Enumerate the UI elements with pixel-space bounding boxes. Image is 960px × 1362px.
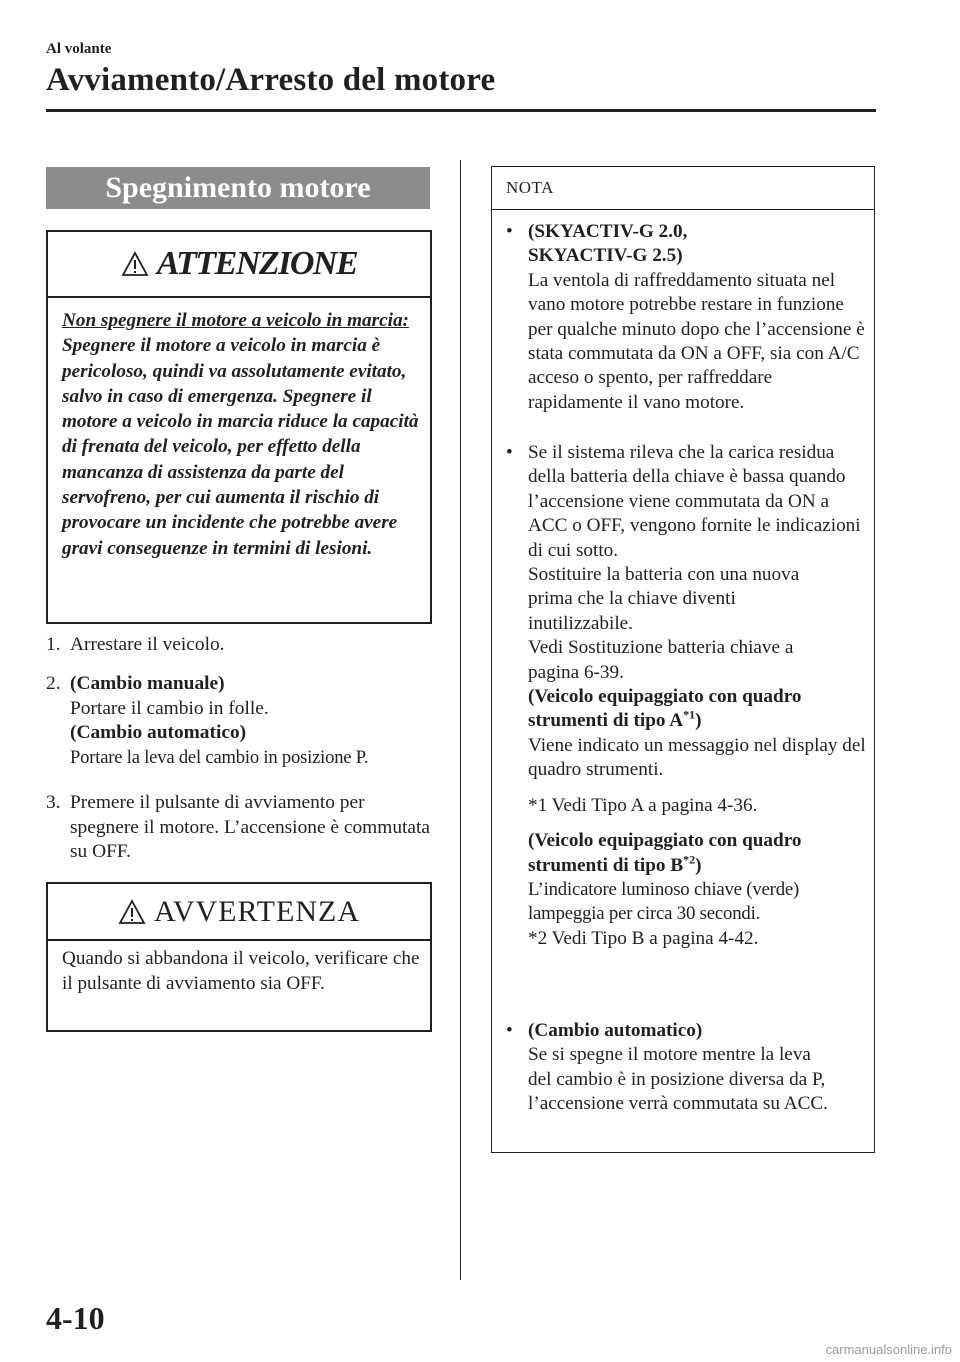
note-title: NOTA bbox=[506, 178, 554, 197]
note-item-label: (Cambio automatico) bbox=[528, 1020, 703, 1041]
step-number: 1. bbox=[46, 634, 61, 655]
caution-title: AVVERTENZA bbox=[154, 894, 360, 928]
section-label: Al volante bbox=[46, 41, 112, 57]
note-item-reference: Vedi Sostituzione batteria chiave a pagina 6-39. bbox=[528, 637, 794, 683]
type-b-text: L’indicatore luminoso chiave (verde) lampeggia per circa 30 secondi. bbox=[528, 878, 800, 925]
section-header: Spegnimento motore bbox=[46, 167, 430, 209]
danger-header bbox=[48, 232, 430, 298]
note-item-label: (SKYACTIV-G 2.0, SKYACTIV-G 2.5) bbox=[528, 221, 688, 267]
manual-text: Portare il cambio in folle. bbox=[70, 697, 269, 719]
note-item-text: La ventola di raffreddamento situata nel vano motore potrebbe restare in funzione per qualche minuto dopo che l’accensione è stata commutata da ON a OFF, sia con A/C acceso o spento, per raffreddare rapidamente il vano motore. bbox=[528, 269, 865, 413]
auto-text: Portare la leva del cambio in posizione P. bbox=[70, 746, 369, 768]
type-a-label: (Veicolo equipaggiato con quadro strumenti di tipo $A^{*1}$) bbox=[528, 686, 802, 732]
caution-box bbox=[46, 882, 432, 1032]
bullet: • bbox=[506, 442, 513, 463]
auto-label: (Cambio automatico) bbox=[70, 722, 247, 743]
type-b-label: (Veicolo equipaggiato con quadro strumenti di tipo $B^{*2}$) bbox=[528, 830, 802, 876]
caution-header bbox=[48, 884, 430, 941]
note-header bbox=[492, 167, 874, 210]
type-b-footnote: *2 Vedi Tipo B a pagina 4-42. bbox=[528, 927, 759, 949]
step-text: Arrestare il veicolo. bbox=[70, 634, 225, 655]
note-item-replace: Sostituire la batteria con una nuova prima che la chiave diventi inutilizzabile. bbox=[528, 564, 800, 634]
step-1 bbox=[46, 633, 446, 658]
title-rule bbox=[46, 109, 876, 112]
danger-body bbox=[62, 308, 422, 561]
danger-box bbox=[46, 230, 432, 624]
note-item-text: Se si spegne il motore mentre la leva del cambio è in posizione diversa da P, l’accensione verrà commutata su ACC. bbox=[528, 1044, 828, 1115]
type-a-footnote: *1 Vedi Tipo A a pagina 4-36. bbox=[528, 794, 758, 816]
bullet: • bbox=[506, 1020, 513, 1041]
page-title: Avviamento/Arresto del motore bbox=[46, 62, 496, 98]
step-number: 2. bbox=[46, 673, 61, 694]
step-2 bbox=[46, 672, 446, 770]
bullet: • bbox=[506, 221, 513, 242]
note-item-3 bbox=[506, 1019, 868, 1117]
note-item-text: Se il sistema rileva che la carica residua della batteria della chiave è bassa quando l’accensione viene commutata da ON a ACC o OFF, vengono fornite le indicazioni di cui sotto. bbox=[528, 442, 861, 561]
column-divider bbox=[460, 160, 461, 1280]
danger-title: ATTENZIONE bbox=[156, 245, 358, 282]
danger-lead: Non spegnere il motore a veicolo in marcia: bbox=[62, 310, 409, 331]
danger-text: Spegnere il motore a veicolo in marcia è pericoloso, quindi va assolutamente evitato, salvo in caso di emergenza. Spegnere il motore a veicolo in marcia riduce la capacità di frenata del veicolo, per effetto della mancanza di assistenza da parte del servofreno, per cui aumenta il rischio di provocare un incidente che potrebbe avere gravi conseguenze in termini di lesioni. bbox=[62, 335, 419, 559]
step-3 bbox=[46, 791, 446, 865]
type-a-text: Viene indicato un messaggio nel display del quadro strumenti. bbox=[528, 734, 866, 781]
manual-label: (Cambio manuale) bbox=[70, 673, 225, 694]
note-item-1 bbox=[506, 220, 868, 415]
page-number: 4-10 bbox=[46, 1300, 105, 1336]
warning-triangle-icon bbox=[121, 251, 149, 277]
step-text: Premere il pulsante di avviamento per spegnere il motore. L’accensione è commutata su OFF. bbox=[70, 792, 431, 862]
step-number: 3. bbox=[46, 792, 61, 813]
caution-body: Quando si abbandona il veicolo, verificare che il pulsante di avviamento sia OFF. bbox=[62, 948, 420, 994]
note-box bbox=[491, 166, 875, 1153]
note-item-2 bbox=[506, 441, 868, 951]
warning-triangle-icon bbox=[118, 899, 146, 925]
watermark: carmanualsonline.info bbox=[825, 1342, 952, 1357]
